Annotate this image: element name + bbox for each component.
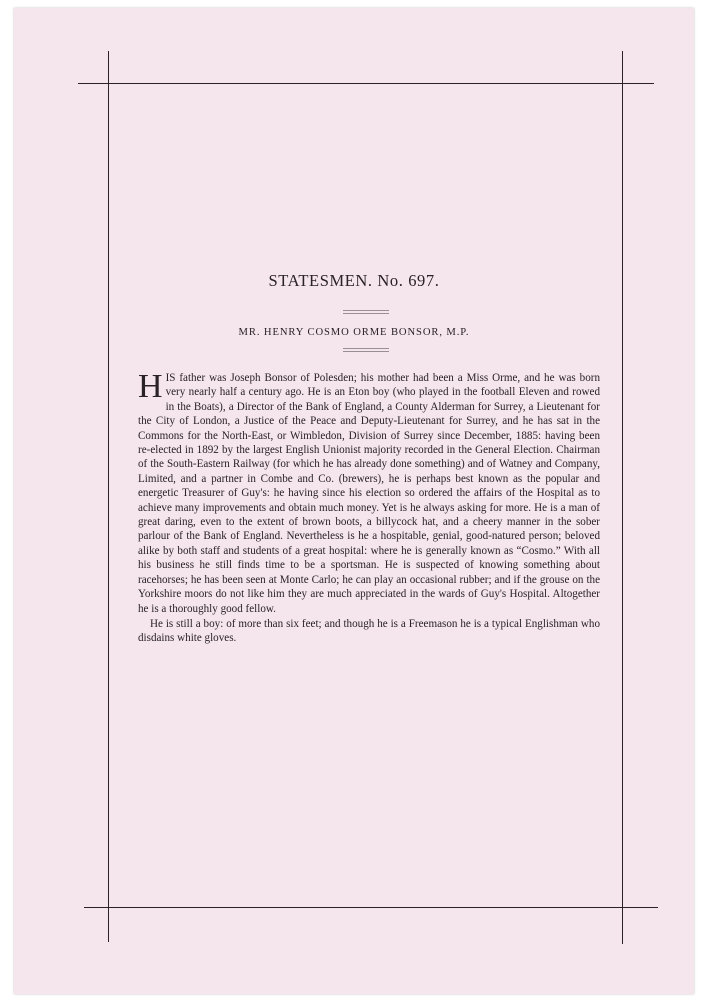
bottom-border-rule [84,907,658,908]
top-border-rule [78,83,654,84]
article-body [138,368,600,646]
paragraph-1 [138,368,600,616]
paragraph-2: He is still a boy: of more than six feet; and though he is a Freemason he is a typical Englishman who disdains white gloves. [138,617,600,645]
page-title: STATESMEN. No. 697. [268,271,440,290]
page-sheet [14,8,694,994]
drop-cap: H [138,368,163,405]
title-ornament-rule [343,310,389,314]
subtitle-ornament-rule [343,348,389,352]
right-border-rule [622,51,623,944]
left-border-rule [108,51,109,942]
subject-name-heading: MR. HENRY COSMO ORME BONSOR, M.P. [238,327,470,338]
paragraph-1-text: IS father was Joseph Bonsor of Polesden; his mother had been a Miss Orme, and he was born very nearly half a century ago. He is an Eton boy (who played in the football Eleven and rowed in the Boats), a Director of the Bank of England, a County Alderman for Surrey, a Lieutenant for the City of London, a Justice of the Peace and Deputy-Lieutenant for Surrey, and he has sat in the Commons for the North-East, or Wimbledon, Division of Surrey since December, 1885: having been re-elected in 1892 by the largest English Unionist majority recorded in the General Election. Chairman of the South-Eastern Railway (for which he has already done something) and of Watney and Company, Limited, and a partner in Combe and Co. (brewers), he is perhaps best known as the popular and energetic Treasurer of Guy's: he having since his election so ordered the affairs of the Hospital as to achieve many improvements and obtain much money. Yet is he always asking for more. He is a man of great daring, even to the extent of brown boots, a billycock hat, and a cheery manner in the sober parlour of the Bank of England. Nevertheless is he a hospitable, genial, good-natured person; beloved alike by both staff and students of a great hospital: where he is generally known as “Cosmo.” With all his business he still finds time to be a sportsman. He is suspected of knowing something about racehorses; he has been seen at Monte Carlo; he can play an occasional rubber; and if the grouse on the Yorkshire moors do not like him they are much appreciated in the wards of Guy's Hospital. Altogether he is a thoroughly good fellow. [138,372,600,615]
